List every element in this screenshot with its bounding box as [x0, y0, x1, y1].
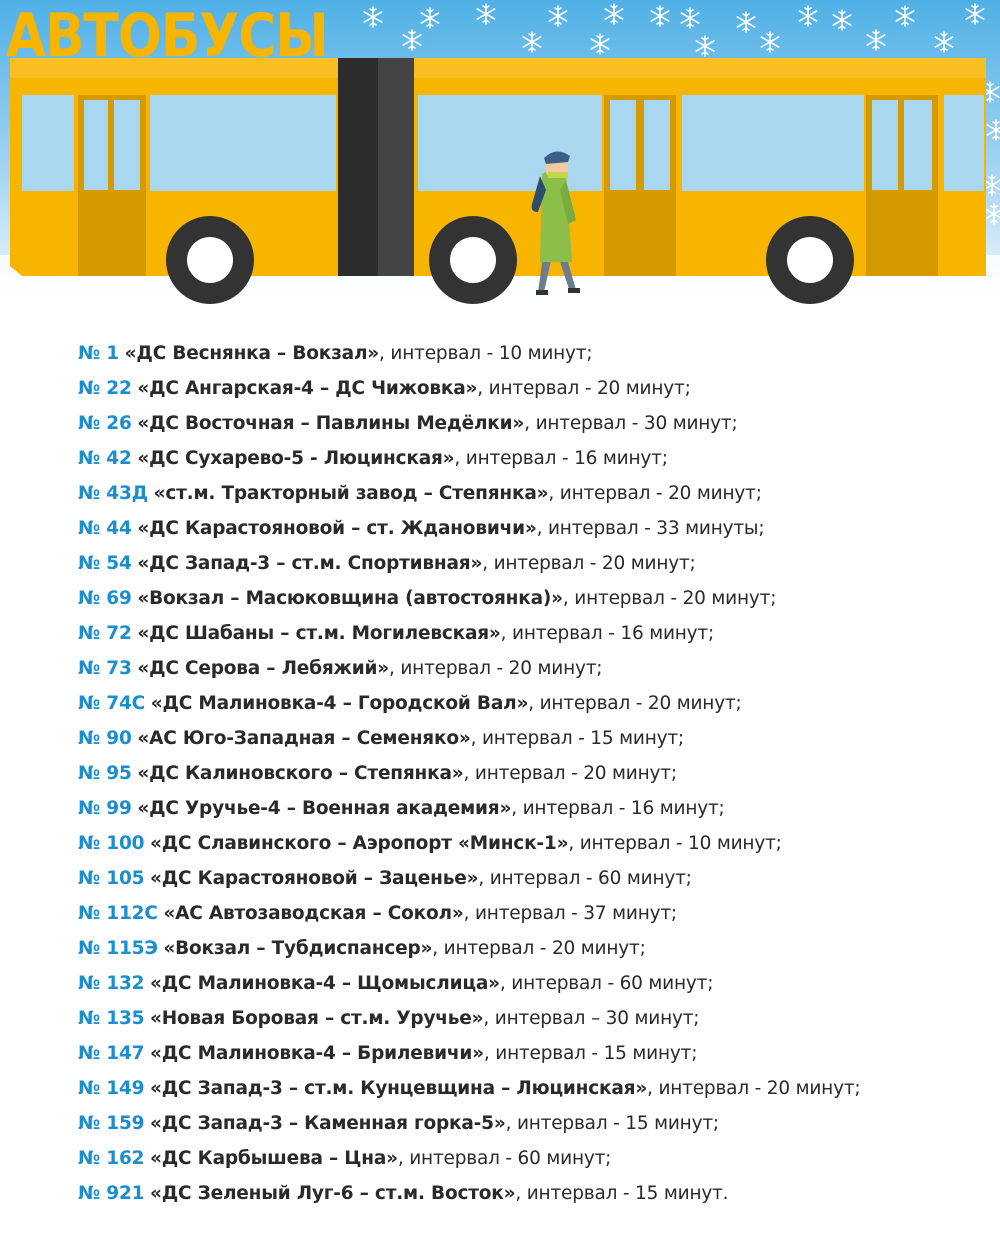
route-name: «ДС Карастояновой – ст. Ждановичи» — [137, 518, 537, 539]
route-name: «ДС Уручье-4 – Военная академия» — [137, 798, 512, 819]
route-name: «ДС Восточная – Павлины Медёлки» — [137, 413, 525, 434]
route-number: № 26 — [78, 413, 132, 434]
route-item: № 162 «ДС Карбышева – Цна», интервал - 60 минут; — [78, 1148, 612, 1169]
route-number: № 72 — [78, 623, 132, 644]
route-number: № 44 — [78, 518, 132, 539]
route-interval: интервал - 60 минут; — [511, 973, 714, 994]
route-number: № 90 — [78, 728, 132, 749]
route-number: № 112С — [78, 903, 158, 924]
route-list — [78, 336, 978, 1211]
route-item: № 90 «АС Юго-Западная – Семеняко», интервал - 15 минут; — [78, 728, 684, 749]
route-number: № 921 — [78, 1183, 145, 1204]
route-item: № 99 «ДС Уручье-4 – Военная академия», интервал - 16 минут; — [78, 798, 725, 819]
route-item: № 132 «ДС Малиновка-4 – Щомыслица», интервал - 60 минут; — [78, 973, 714, 994]
route-interval: интервал - 15 минут. — [526, 1183, 729, 1204]
route-name: «ст.м. Тракторный завод – Степянка» — [153, 483, 549, 504]
route-number: № 73 — [78, 658, 132, 679]
route-name: «ДС Ангарская-4 – ДС Чижовка» — [137, 378, 478, 399]
route-name: «АС Автозаводская – Сокол» — [163, 903, 464, 924]
route-item: № 112С «АС Автозаводская – Сокол», интервал - 37 минут; — [78, 903, 677, 924]
route-number: № 99 — [78, 798, 132, 819]
route-number: № 22 — [78, 378, 132, 399]
route-name: «ДС Запад-3 – ст.м. Кунцевщина – Люцинская» — [150, 1078, 648, 1099]
route-number: № 74С — [78, 693, 146, 714]
route-interval: интервал - 10 минут; — [390, 343, 593, 364]
route-interval: интервал - 20 минут; — [493, 553, 696, 574]
route-item: № 100 «ДС Славинского – Аэропорт «Минск-1», интервал - 10 минут; — [78, 833, 782, 854]
route-number: № 95 — [78, 763, 132, 784]
route-item: № 921 «ДС Зеленый Луг-6 – ст.м. Восток», интервал - 15 минут. — [78, 1183, 729, 1204]
route-number: № 105 — [78, 868, 145, 889]
header-banner — [0, 0, 1000, 320]
page-title: АВТОБУСЫ — [6, 1, 328, 71]
route-number: № 1 — [78, 343, 119, 364]
route-interval: интервал - 16 минут; — [465, 448, 668, 469]
route-interval: интервал - 33 минуты; — [547, 518, 765, 539]
route-name: «Вокзал – Масюковщина (автостоянка)» — [137, 588, 563, 609]
route-item: № 72 «ДС Шабаны – ст.м. Могилевская», интервал - 16 минут; — [78, 623, 715, 644]
route-item: № 73 «ДС Серова – Лебяжий», интервал - 20 минут; — [78, 658, 603, 679]
route-name: «ДС Славинского – Аэропорт «Минск-1» — [150, 833, 569, 854]
route-name: «ДС Запад-3 – Каменная горка-5» — [150, 1113, 506, 1134]
route-item: № 95 «ДС Калиновского – Степянка», интервал - 20 минут; — [78, 763, 677, 784]
route-interval: интервал - 16 минут; — [512, 623, 715, 644]
route-interval: интервал - 10 минут; — [579, 833, 782, 854]
route-number: № 100 — [78, 833, 145, 854]
route-item: № 115Э «Вокзал – Тубдиспансер», интервал - 20 минут; — [78, 938, 646, 959]
route-interval: интервал - 60 минут; — [409, 1148, 612, 1169]
route-interval: интервал – 30 минут; — [494, 1008, 700, 1029]
route-number: № 43Д — [78, 483, 148, 504]
route-name: «ДС Карастояновой – Заценье» — [150, 868, 479, 889]
route-item: № 22 «ДС Ангарская-4 – ДС Чижовка», интервал - 20 минут; — [78, 378, 691, 399]
route-interval: интервал - 20 минут; — [574, 588, 777, 609]
route-item: № 74С «ДС Малиновка-4 – Городской Вал», интервал - 20 минут; — [78, 693, 742, 714]
route-name: «ДС Сухарево-5 - Люцинская» — [137, 448, 455, 469]
route-name: «ДС Карбышева – Цна» — [150, 1148, 398, 1169]
route-item: № 54 «ДС Запад-3 – ст.м. Спортивная», интервал - 20 минут; — [78, 553, 696, 574]
route-name: «ДС Серова – Лебяжий» — [137, 658, 389, 679]
route-number: № 115Э — [78, 938, 158, 959]
route-item: № 42 «ДС Сухарево-5 - Люцинская», интервал - 16 минут; — [78, 448, 668, 469]
route-item: № 26 «ДС Восточная – Павлины Медёлки», интервал - 30 минут; — [78, 413, 738, 434]
route-number: № 162 — [78, 1148, 145, 1169]
route-interval: интервал - 20 минут; — [559, 483, 762, 504]
route-interval: интервал - 20 минут; — [539, 693, 742, 714]
route-item: № 147 «ДС Малиновка-4 – Брилевичи», интервал - 15 минут; — [78, 1043, 698, 1064]
route-interval: интервал - 37 минут; — [474, 903, 677, 924]
route-number: № 159 — [78, 1113, 145, 1134]
route-item: № 149 «ДС Запад-3 – ст.м. Кунцевщина – Люцинская», интервал - 20 минут; — [78, 1078, 861, 1099]
route-number: № 69 — [78, 588, 132, 609]
route-interval: интервал - 20 минут; — [443, 938, 646, 959]
route-item: № 135 «Новая Боровая – ст.м. Уручье», интервал – 30 минут; — [78, 1008, 700, 1029]
route-interval: интервал - 15 минут; — [516, 1113, 719, 1134]
route-name: «ДС Малиновка-4 – Городской Вал» — [150, 693, 529, 714]
route-interval: интервал - 20 минут; — [400, 658, 603, 679]
route-number: № 149 — [78, 1078, 145, 1099]
route-name: «Новая Боровая – ст.м. Уручье» — [150, 1008, 484, 1029]
route-number: № 54 — [78, 553, 132, 574]
route-name: «Вокзал – Тубдиспансер» — [163, 938, 433, 959]
route-name: «ДС Малиновка-4 – Щомыслица» — [150, 973, 500, 994]
route-number: № 147 — [78, 1043, 145, 1064]
route-item: № 159 «ДС Запад-3 – Каменная горка-5», интервал - 15 минут; — [78, 1113, 719, 1134]
route-number: № 132 — [78, 973, 145, 994]
route-name: «ДС Зеленый Луг-6 – ст.м. Восток» — [150, 1183, 516, 1204]
route-name: «ДС Запад-3 – ст.м. Спортивная» — [137, 553, 483, 574]
route-item: № 105 «ДС Карастояновой – Заценье», интервал - 60 минут; — [78, 868, 692, 889]
route-name: «ДС Веснянка – Вокзал» — [124, 343, 380, 364]
route-interval: интервал - 15 минут; — [495, 1043, 698, 1064]
route-interval: интервал - 30 минут; — [535, 413, 738, 434]
route-item: № 44 «ДС Карастояновой – ст. Ждановичи», интервал - 33 минуты; — [78, 518, 765, 539]
route-number: № 42 — [78, 448, 132, 469]
route-name: «АС Юго-Западная – Семеняко» — [137, 728, 471, 749]
route-interval: интервал - 20 минут; — [488, 378, 691, 399]
route-item: № 1 «ДС Веснянка – Вокзал», интервал - 10 минут; — [78, 343, 593, 364]
route-item: № 69 «Вокзал – Масюковщина (автостоянка)», интервал - 20 минут; — [78, 588, 777, 609]
route-interval: интервал - 16 минут; — [522, 798, 725, 819]
route-number: № 135 — [78, 1008, 145, 1029]
route-item: № 43Д «ст.м. Тракторный завод – Степянка», интервал - 20 минут; — [78, 483, 762, 504]
route-interval: интервал - 20 минут; — [474, 763, 677, 784]
route-name: «ДС Малиновка-4 – Брилевичи» — [150, 1043, 484, 1064]
route-interval: интервал - 15 минут; — [481, 728, 684, 749]
route-name: «ДС Калиновского – Степянка» — [137, 763, 464, 784]
route-interval: интервал - 60 минут; — [489, 868, 692, 889]
route-interval: интервал - 20 минут; — [658, 1078, 861, 1099]
route-name: «ДС Шабаны – ст.м. Могилевская» — [137, 623, 501, 644]
